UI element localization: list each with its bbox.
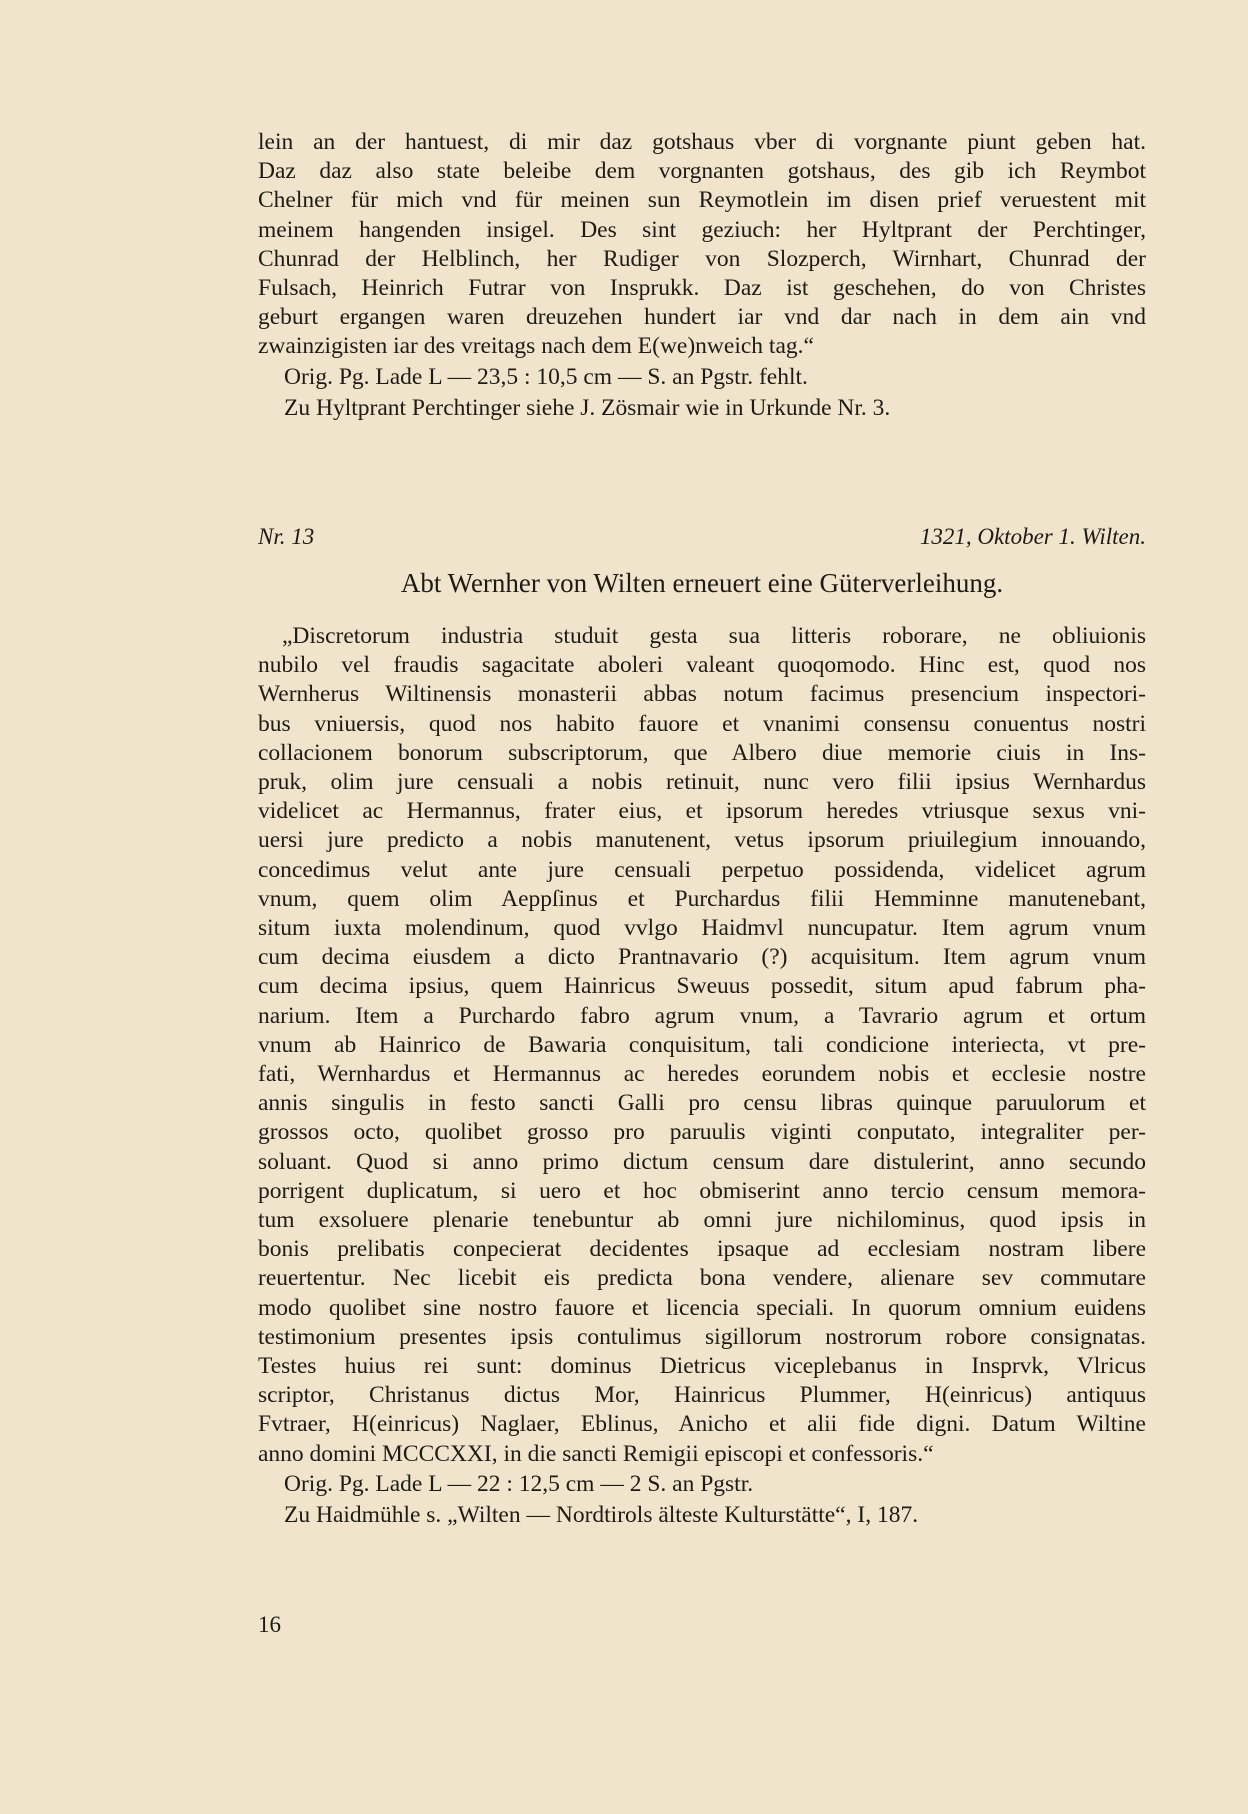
- text-line: nubilo vel fraudis sagacitate aboleri valeant quoqomodo. Hinc est, quod nos: [258, 652, 1146, 679]
- text-line: Chunrad der Helblinch, her Rudiger von Slozperch, Wirnhart, Chunrad der: [258, 245, 1146, 272]
- text-line: cum decima ipsius, quem Hainricus Sweuus possedit, situm apud fabrum pha-: [258, 973, 1146, 1000]
- top-section: [258, 128, 1146, 424]
- text-line: Fvtraer, H(einricus) Naglaer, Eblinus, Anicho et alii fide digni. Datum Wiltine: [258, 1411, 1146, 1438]
- source-note: Orig. Pg. Lade L — 22 : 12,5 cm — 2 S. an Pgstr.: [284, 1470, 754, 1497]
- text-line: narium. Item a Purchardo fabro agrum vnum, a Tavrario agrum et ortum: [258, 1002, 1146, 1029]
- entry-header: [258, 524, 1146, 550]
- text-line: pruk, olim jure censuali a nobis retinuit, nunc vero filii ipsius Wernhardus: [258, 769, 1146, 796]
- source-note: Orig. Pg. Lade L — 23,5 : 10,5 cm — S. an Pgstr. fehlt.: [284, 363, 808, 390]
- text-line: testimonium presentes ipsis contulimus sigillorum nostrorum robore consignatas.: [258, 1323, 1146, 1350]
- text-line: Wernherus Wiltinensis monasterii abbas notum facimus presencium inspectori-: [258, 681, 1146, 708]
- text-line: anno domini MCCCXXI, in die sancti Remigii episcopi et confessoris.“: [258, 1440, 934, 1467]
- page-number: 16: [258, 1612, 281, 1637]
- text-line: Fulsach, Heinrich Futrar von Insprukk. Daz ist geschehen, do von Christes: [258, 275, 1146, 302]
- text-line: grossos octo, quolibet grosso pro paruulis viginti conputato, integraliter per-: [258, 1119, 1146, 1146]
- text-line: modo quolibet sine nostro fauore et licencia speciali. In quorum omnium euidens: [258, 1294, 1146, 1321]
- text-line: concedimus velut ante jure censuali perpetuo possidenda, videlicet agrum: [258, 856, 1146, 883]
- main-paragraph: [258, 622, 1146, 1469]
- text-line: tum exsoluere plenarie tenebuntur ab omni jure nichilominus, quod ipsis in: [258, 1207, 1146, 1234]
- top-paragraph: [258, 128, 1146, 362]
- text-line: reuertentur. Nec licebit eis predicta bona vendere, alienare sev commutare: [258, 1265, 1146, 1292]
- reference-note: Zu Haidmühle s. „Wilten — Nordtirols älteste Kulturstätte“, I, 187.: [284, 1501, 919, 1528]
- text-line: porrigent duplicatum, si uero et hoc obmiserint anno tercio censum memora-: [258, 1177, 1146, 1204]
- text-line: situm iuxta molendinum, quod vvlgo Haidmvl nuncupatur. Item agrum vnum: [258, 915, 1146, 942]
- text-line: lein an der hantuest, di mir daz gotshaus vber di vorgnante piunt geben hat.: [258, 129, 1146, 155]
- main-section: [258, 622, 1146, 1531]
- entry-title: Abt Wernher von Wilten erneuert eine Güterverleihung.: [400, 568, 1004, 598]
- text-line: meinem hangenden insigel. Des sint geziuch: her Hyltprant der Perchtinger,: [258, 216, 1146, 243]
- text-line: collacionem bonorum subscriptorum, que Albero diue memorie ciuis in Ins-: [258, 739, 1146, 766]
- text-line: annis singulis in festo sancti Galli pro censu libras quinque paruulorum et: [258, 1090, 1146, 1117]
- text-line: bonis prelibatis conpecierat decidentes ipsaque ad ecclesiam nostram libere: [258, 1236, 1146, 1263]
- reference-note: Zu Hyltprant Perchtinger siehe J. Zösmair wie in Urkunde Nr. 3.: [284, 394, 891, 421]
- entry-number: Nr. 13: [258, 524, 315, 549]
- text-line: scriptor, Christanus dictus Mor, Hainricus Plummer, H(einricus) antiquus: [258, 1382, 1146, 1409]
- text-line: bus vniuersis, quod nos habito fauore et vnanimi consensu conuentus nostri: [258, 710, 1146, 737]
- text-line: vnum ab Hainrico de Bawaria conquisitum, tali condicione interiecta, vt pre-: [258, 1031, 1146, 1058]
- text-line: vnum, quem olim Aeppſinus et Purchardus filii Hemminne manutenebant,: [258, 885, 1146, 912]
- text-line: geburt ergangen waren dreuzehen hundert iar vnd dar nach in dem ain vnd: [258, 304, 1146, 331]
- text-line: cum decima eiusdem a dicto Prantnavario (?) acquisitum. Item agrum vnum: [258, 944, 1146, 971]
- text-line: zwainzigisten iar des vreitags nach dem E(we)nweich tag.“: [258, 333, 814, 360]
- text-line: videlicet ac Hermannus, frater eius, et ipsorum heredes vtriusque sexus vni-: [258, 798, 1146, 825]
- text-line: Chelner für mich vnd für meinen sun Reymotlein im disen prief veruestent mit: [258, 187, 1146, 214]
- text-line: soluant. Quod si anno primo dictum censum dare distulerint, anno secundo: [258, 1148, 1146, 1175]
- text-line: Daz daz also state beleibe dem vorgnanten gotshaus, des gib ich Reymbot: [258, 158, 1146, 185]
- text-line: fati, Wernhardus et Hermannus ac heredes eorundem nobis et ecclesie nostre: [258, 1061, 1146, 1088]
- text-line: uersi jure predicto a nobis manutenent, vetus ipsorum priuilegium innouando,: [258, 827, 1146, 854]
- entry-date-place: 1321, Oktober 1. Wilten.: [919, 524, 1146, 549]
- text-line: „Discretorum industria studuit gesta sua litteris roborare, ne obliuionis: [282, 623, 1146, 649]
- text-line: Testes huius rei sunt: dominus Dietricus viceplebanus in Insprvk, Vlricus: [258, 1353, 1146, 1380]
